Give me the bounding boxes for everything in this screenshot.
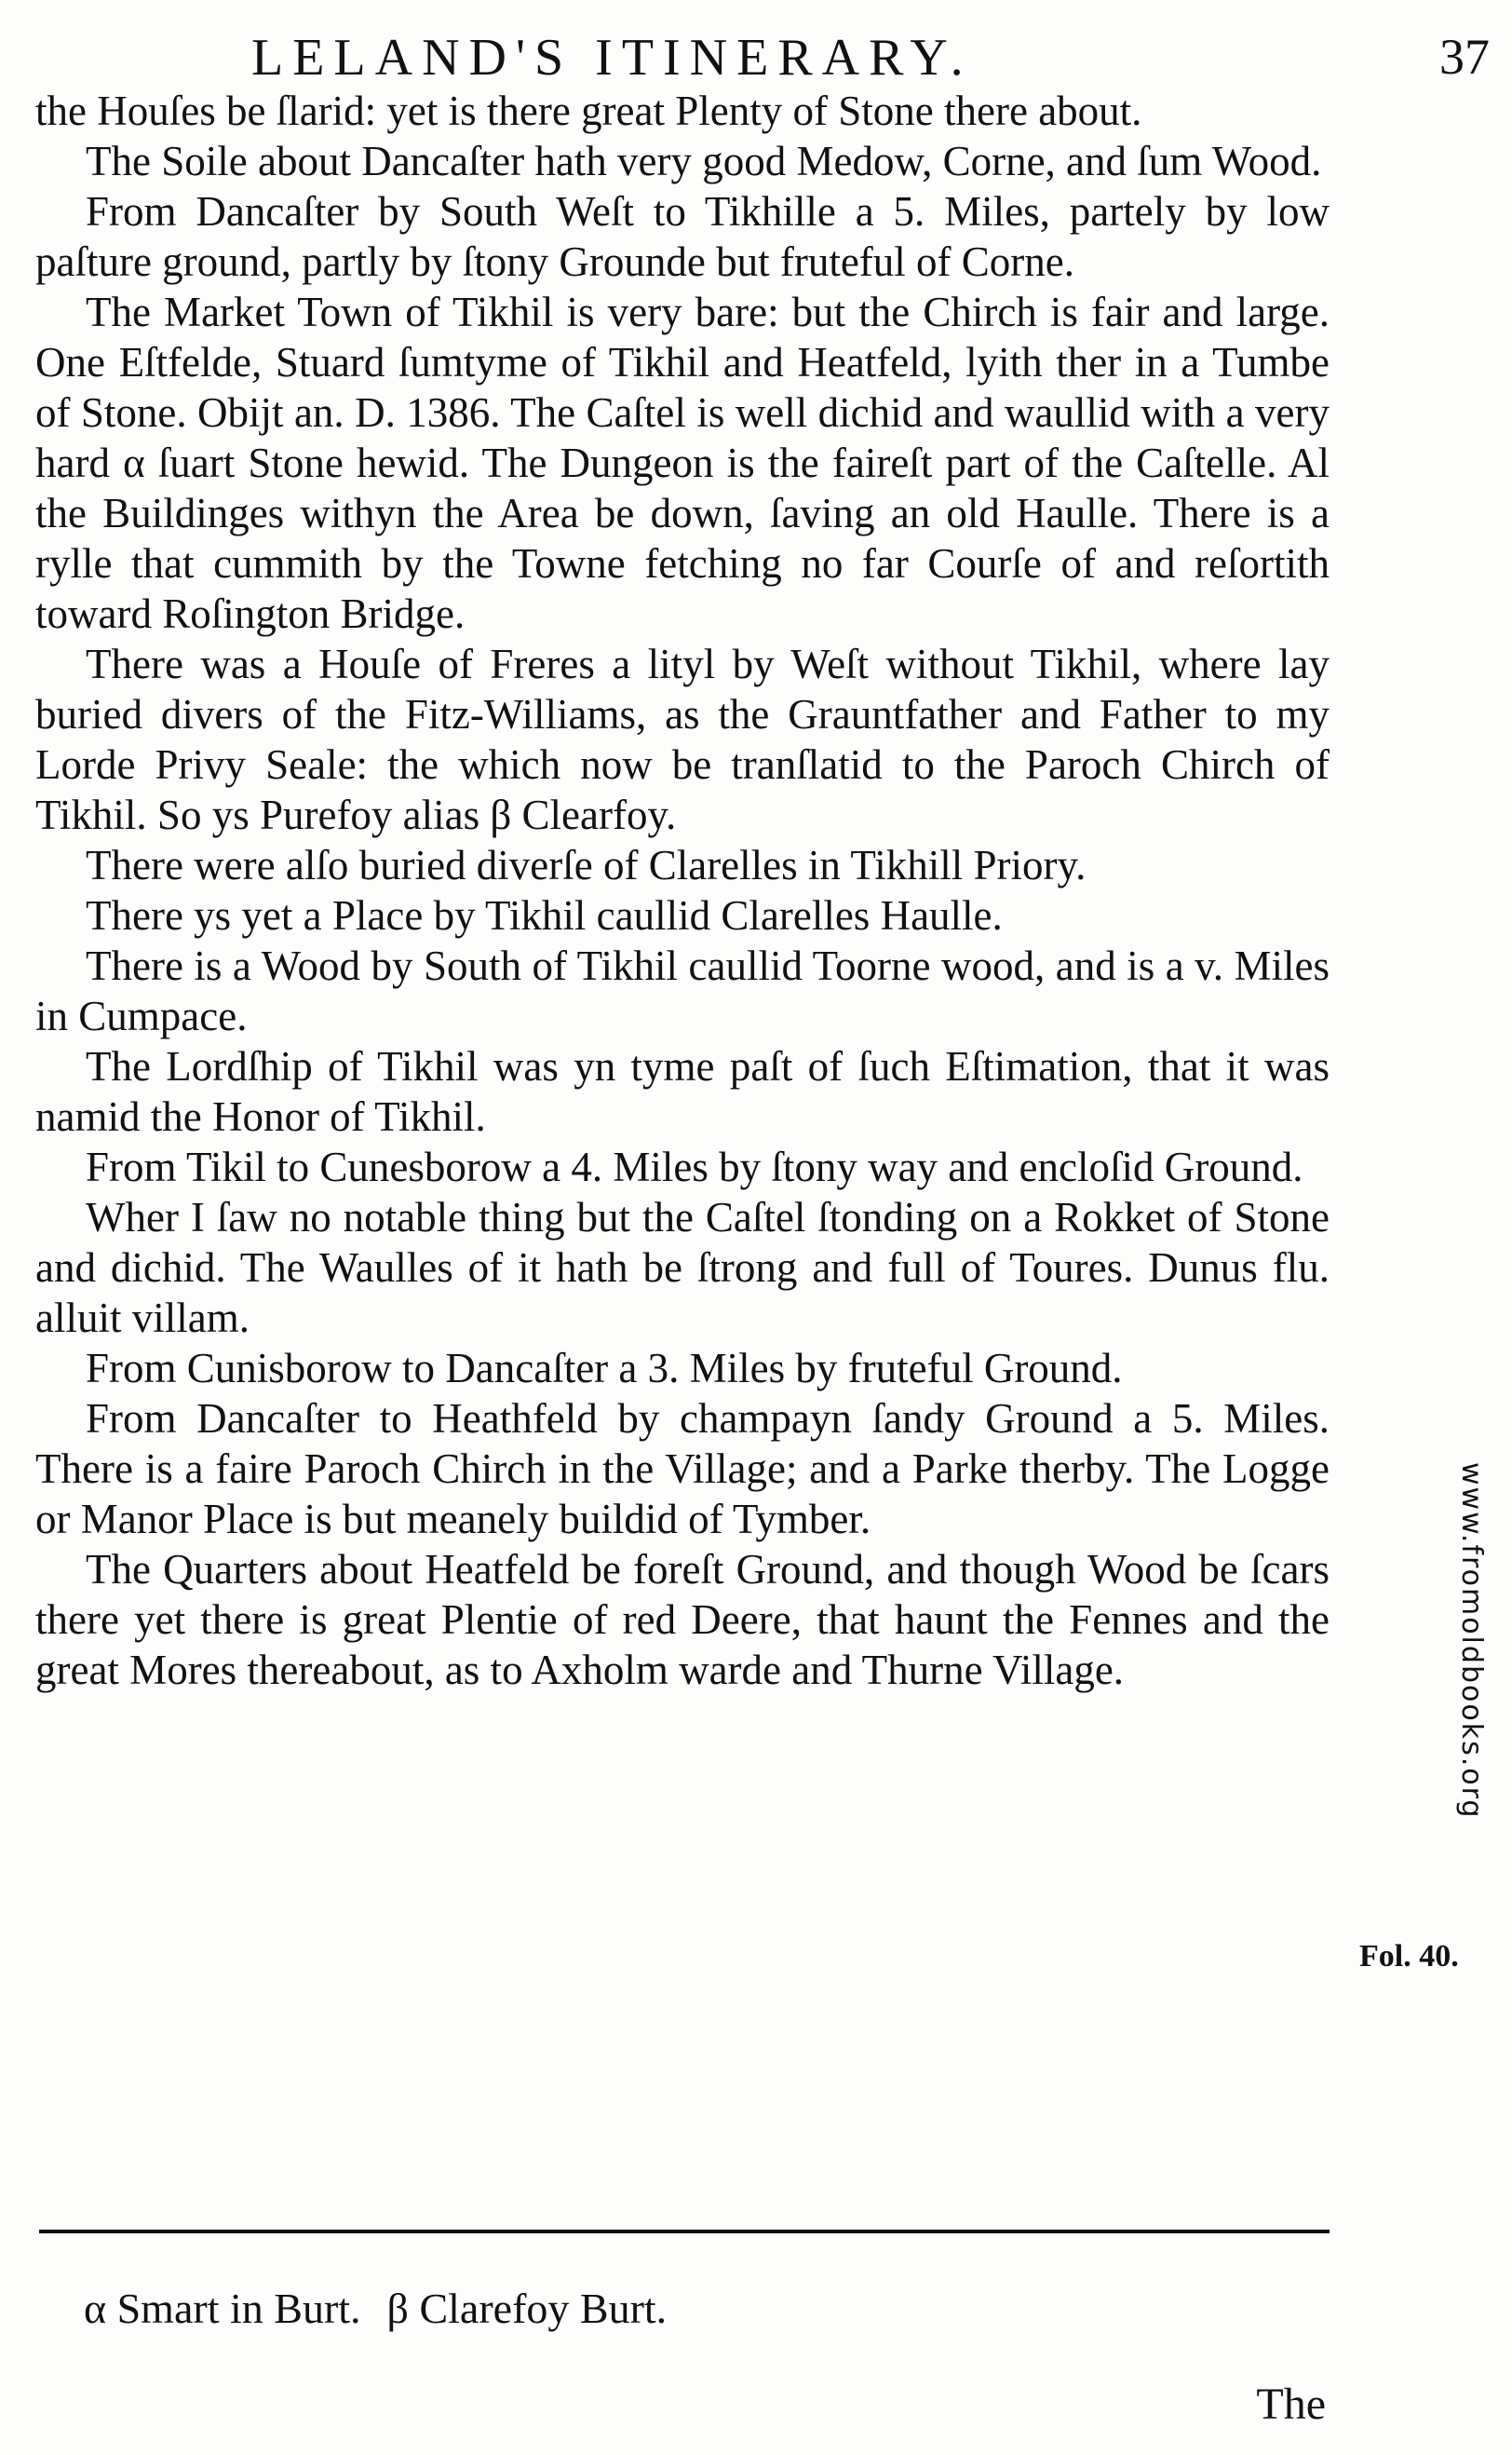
paragraph: From Cunisborow to Dancaſter a 3. Miles by fruteful Ground. <box>86 1345 1123 1391</box>
paragraph: There is a Wood by South of Tikhil caullid Toorne wood, and is a v. Miles in Cumpace. <box>35 943 1330 1039</box>
footnote-alpha: α Smart in Burt. <box>84 2285 361 2332</box>
paragraph: The Quarters about Heatfeld be foreſt Ground, and though Wood be ſcars there yet there is great Plentie of red Deere, that haunt the Fennes and the great Mores thereabout, as to Axholm warde and Thurne Village. <box>35 1546 1330 1693</box>
paragraph: From Dancaſter to Heathfeld by champayn ſandy Ground a 5. Miles. There is a faire Paroch Chirch in the Village; and a Parke therby. The Logge or Manor Place is but meanely buildid of Tymber. <box>35 1395 1330 1542</box>
paragraph: There was a Houſe of Freres a lityl by Weſt without Tikhil, where lay buried divers of the Fitz-Williams, as the Grauntfather and Father to my Lorde Privy Seale: the which now be tranſlatid to the Paroch Chirch of Tikhil. So ys Purefoy alias β Clearfoy. <box>35 641 1330 838</box>
paragraph: There were alſo buried diverſe of Clarelles in Tikhill Priory. <box>86 842 1087 888</box>
paragraph: The Market Town of Tikhil is very bare: but the Chirch is fair and large. One Eſtfelde, Stuard ſumtyme of Tikhil and Heatfeld, lyith ther in a Tumbe of Stone. Obijt an. D. 1386. The Caſtel is well dichid and waullid with a very hard α ſuart Stone hewid. The Dungeon is the faireſt part of the Caſtelle. Al the Buildinges withyn the Area be down, ſaving an old Haulle. There is a rylle that cummith by the Towne fetching no far Courſe of and reſortith toward Roſington Bridge. <box>35 289 1330 637</box>
footnote-beta: β Clarefoy Burt. <box>386 2285 668 2332</box>
paragraph: From Tikil to Cunesborow a 4. Miles by ſtony way and encloſid Ground. <box>86 1144 1303 1190</box>
page-number: 37 <box>1439 29 1490 85</box>
watermark-text: www.fromoldbooks.org <box>1455 1462 1488 1820</box>
body-text <box>35 86 1330 1695</box>
watermark <box>1455 1462 1497 2394</box>
footnotes <box>84 2284 667 2333</box>
page-header <box>37 20 1490 95</box>
paragraph: From Dancaſter by South Weſt to Tikhille a 5. Miles, partely by low paſture ground, partly by ſtony Grounde but fruteful of Corne. <box>35 188 1330 285</box>
paragraph: The Lordſhip of Tikhil was yn tyme paſt of ſuch Eſtimation, that it was namid the Honor of Tikhil. <box>35 1043 1330 1140</box>
catchword: The <box>1256 2380 1326 2429</box>
paragraph: There ys yet a Place by Tikhil caullid Clarelles Haulle. <box>86 892 1003 939</box>
paragraph: the Houſes be ſlarid: yet is there great Plenty of Stone there about. <box>35 88 1142 134</box>
marginal-note: Fol. 40. <box>1359 1939 1459 1973</box>
footnote-rule <box>39 2230 1330 2233</box>
running-title: LELAND'S ITINERARY. <box>251 29 973 87</box>
paragraph: The Soile about Dancaſter hath very good Medow, Corne, and ſum Wood. <box>86 138 1322 184</box>
paragraph: Wher I ſaw no notable thing but the Caſtel ſtonding on a Rokket of Stone and dichid. The Waulles of it hath be ſtrong and full of Toures. Dunus flu. alluit villam. <box>35 1194 1330 1341</box>
